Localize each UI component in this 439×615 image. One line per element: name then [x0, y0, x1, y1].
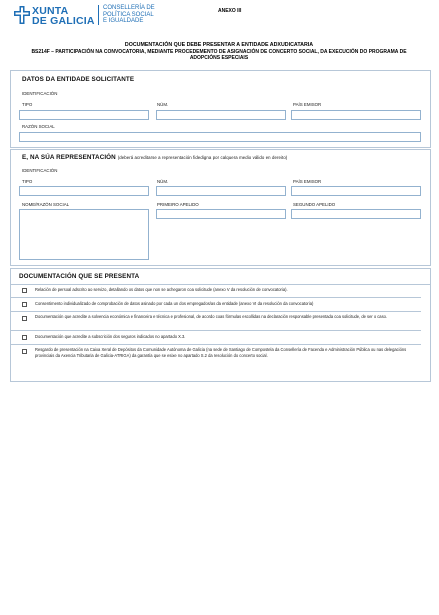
pais-label: PAÍS EMISOR	[293, 102, 322, 107]
pais-field[interactable]	[291, 186, 421, 196]
segundo-apelido-field[interactable]	[291, 209, 421, 219]
num-label: NÚM.	[157, 102, 169, 107]
num-field[interactable]	[156, 186, 286, 196]
document-row	[10, 312, 421, 331]
document-text: Documentación que acredite a solvencia económica e financeira e técnica e profesional, de acordo coas fórmulas escollidas na declaración responsable presentada coa solicitude, de ser o caso.	[35, 314, 388, 319]
segundo-apelido-label: SEGUNDO APELIDO	[293, 202, 336, 207]
logo-line1: XUNTA	[32, 5, 69, 17]
identification-label: IDENTIFICACIÓN	[22, 91, 58, 96]
nome-field[interactable]	[19, 209, 149, 260]
section-title: DOCUMENTACIÓN QUE SE PRESENTA	[19, 273, 140, 280]
primeiro-apelido-label: PRIMEIRO APELIDO	[157, 202, 199, 207]
razon-social-field[interactable]	[19, 132, 421, 142]
dept-line2: POLÍTICA SOCIAL	[103, 11, 154, 18]
document-title	[24, 42, 414, 62]
header-divider	[98, 5, 99, 25]
logo-wordmark	[32, 6, 95, 26]
tipo-label: TIPO	[22, 179, 33, 184]
tipo-field[interactable]	[19, 186, 149, 196]
nome-label: NOME/RAZÓN SOCIAL	[22, 202, 70, 207]
primeiro-apelido-field[interactable]	[156, 209, 286, 219]
tipo-field[interactable]	[19, 110, 149, 120]
pais-label: PAÍS EMISOR	[293, 179, 322, 184]
representative-section	[10, 149, 431, 266]
document-text: Documentación que acredite a subscrición dos seguros indicados no apartado X.3.	[35, 334, 186, 339]
document-row	[10, 331, 421, 345]
identification-label: IDENTIFICACIÓN	[22, 168, 58, 173]
title-sub: BS214F – PARTICIPACIÓN NA CONVOCATORIA, MEDIANTE PROCEDEMENTO DE ASIGNACIÓN DE CONCERTO SOCIAL, DA EXECUCIÓN DO PROGRAMA DE ADOPCIÓNS ESPECIAIS	[31, 48, 407, 61]
document-checkbox[interactable]	[22, 302, 27, 307]
dept-line3: E IGUALDADE	[103, 18, 144, 25]
document-checkbox[interactable]	[22, 335, 27, 340]
document-checkbox[interactable]	[22, 349, 27, 354]
razon-social-label: RAZÓN SOCIAL	[22, 124, 55, 129]
document-checkbox[interactable]	[22, 288, 27, 293]
tipo-label: TIPO	[22, 102, 33, 107]
section-title	[22, 154, 287, 161]
num-label: NÚM.	[157, 179, 169, 184]
document-text: Consentimento individualizado de comprobación de datos asinado por cada un dos empregados/as da entidade (anexo VI da resolución da convocatoria)	[35, 301, 314, 306]
annex-label: ANEXO III	[218, 8, 242, 14]
document-row	[10, 284, 421, 298]
section-title: DATOS DA ENTIDADE SOLICITANTE	[22, 76, 135, 83]
section-title-text: E, NA SÚA REPRESENTACIÓN	[22, 154, 116, 161]
pais-field[interactable]	[291, 110, 421, 120]
title-main: DOCUMENTACIÓN QUE DEBE PRESENTAR A ENTIDADE ADXUDICATARIA	[124, 42, 314, 48]
section-title-note: (deberá acreditarse a representación fidedigna por calquera medio válido en dereito)	[117, 155, 288, 160]
document-row	[10, 345, 421, 374]
document-row	[10, 298, 421, 312]
entity-section	[10, 70, 431, 148]
dept-line1: CONSELLERÍA DE	[103, 5, 155, 11]
xunta-logo-icon	[14, 6, 30, 24]
num-field[interactable]	[156, 110, 286, 120]
document-text: Relación de persoal adscrito ao servizo, detallando os datos que non se achegaron coa solicitude (anexo V da resolución de convocatoria).	[35, 287, 288, 292]
document-text: Resgardo de presentación na Caixa Xeral de Depósitos da Comunidade Autónoma de Galicia (na sede de Santiago de Compostela da Consellería de Facenda e Administración Pública ou nas delegacións provinciais da Axencia Tributaria de Galicia-ATRIGA) da garantía que se esixe no apartado S.2 da resolución do concerto social.	[35, 347, 407, 358]
logo-line2: DE GALICIA	[32, 15, 95, 27]
document-checkbox[interactable]	[22, 316, 27, 321]
department-name	[103, 5, 155, 25]
